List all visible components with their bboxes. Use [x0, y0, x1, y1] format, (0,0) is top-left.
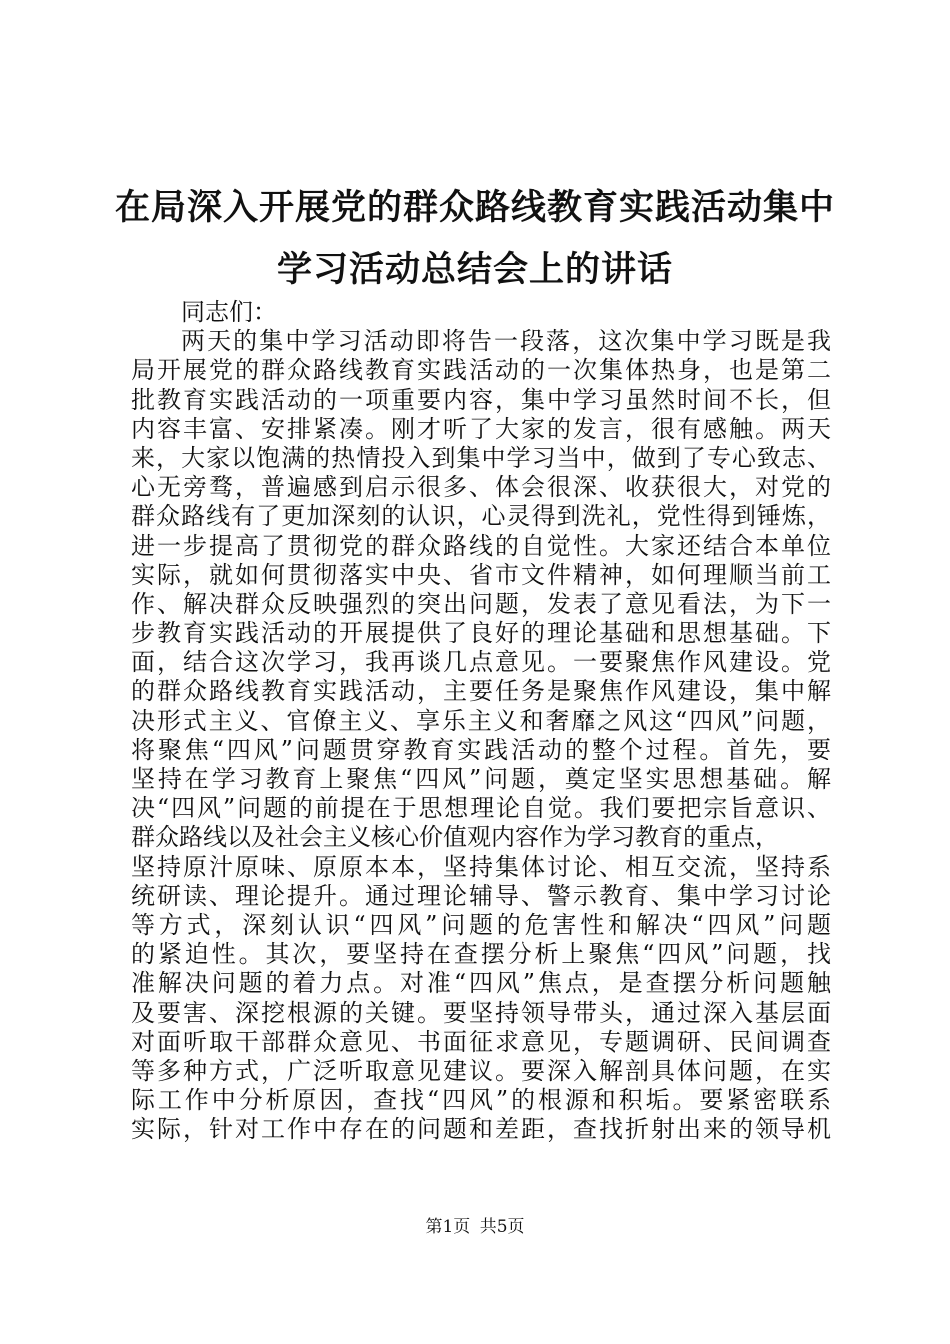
body-line: 心无旁骛，普遍感到启示很多、体会很深、收获很大，对党的: [131, 473, 831, 502]
body-line: 两天的集中学习活动即将告一段落，这次集中学习既是我: [181, 327, 831, 356]
body-line: 局开展党的群众路线教育实践活动的一次集体热身，也是第二: [131, 356, 831, 385]
body-line: 统研读、理论提升。通过理论辅导、警示教育、集中学习讨论: [131, 881, 831, 910]
body-line: 将聚焦“四风”问题贯穿教育实践活动的整个过程。首先，要: [131, 735, 831, 764]
body-line: 的群众路线教育实践活动，主要任务是聚焦作风建设，集中解: [131, 677, 831, 706]
body-line: 决“四风”问题的前提在于思想理论自觉。我们要把宗旨意识、: [131, 794, 831, 823]
page-number-total: 共5页: [479, 1217, 525, 1237]
body-line: 决形式主义、官僚主义、享乐主义和奢靡之风这“四风”问题，: [131, 706, 831, 735]
body-line: 实际，针对工作中存在的问题和差距，查找折射出来的领导机: [131, 1115, 831, 1144]
body-line: 步教育实践活动的开展提供了良好的理论基础和思想基础。下: [131, 619, 831, 648]
body-line: 等方式，深刻认识“四风”问题的危害性和解决“四风”问题: [131, 910, 831, 939]
body-line: 际工作中分析原因，查找“四风”的根源和积垢。要紧密联系: [131, 1086, 831, 1115]
salutation: 同志们：: [181, 298, 277, 326]
body-line: 准解决问题的着力点。对准“四风”焦点，是查摆分析问题触: [131, 969, 831, 998]
body-line: 内容丰富、安排紧凑。刚才听了大家的发言，很有感触。两天: [131, 414, 831, 443]
body-line: 作、解决群众反映强烈的突出问题，发表了意见看法，为下一: [131, 589, 831, 618]
body-line: 对面听取干部群众意见、书面征求意见，专题调研、民间调查: [131, 1027, 831, 1056]
body-line: 面，结合这次学习，我再谈几点意见。一要聚焦作风建设。党: [131, 648, 831, 677]
body-line: 的紧迫性。其次，要坚持在查摆分析上聚焦“四风”问题，找: [131, 940, 831, 969]
page-footer: [0, 1216, 950, 1238]
document-title-line-1: 在局深入开展党的群众路线教育实践活动集中: [114, 188, 835, 228]
body-line: 来，大家以饱满的热情投入到集中学习当中，做到了专心致志、: [131, 443, 831, 472]
page-number-current: 第1页: [425, 1217, 471, 1237]
body-line: 群众路线以及社会主义核心价值观内容作为学习教育的重点，: [131, 823, 779, 852]
body-line: 实际，就如何贯彻落实中央、省市文件精神，如何理顺当前工: [131, 560, 831, 589]
body-line: 及要害、深挖根源的关键。要坚持领导带头，通过深入基层面: [131, 998, 831, 1027]
document-body: [131, 298, 831, 1144]
body-line: 进一步提高了贯彻党的群众路线的自觉性。大家还结合本单位: [131, 531, 831, 560]
body-line: 坚持原汁原味、原原本本，坚持集体讨论、相互交流，坚持系: [131, 852, 831, 881]
body-line: 等多种方式，广泛听取意见建议。要深入解剖具体问题，在实: [131, 1056, 831, 1085]
body-line: 批教育实践活动的一项重要内容，集中学习虽然时间不长，但: [131, 385, 831, 414]
body-line: 群众路线有了更加深刻的认识，心灵得到洗礼，党性得到锤炼，: [131, 502, 831, 531]
document-title-line-2: 学习活动总结会上的讲话: [276, 250, 673, 290]
body-line: 坚持在学习教育上聚焦“四风”问题，奠定坚实思想基础。解: [131, 765, 831, 793]
